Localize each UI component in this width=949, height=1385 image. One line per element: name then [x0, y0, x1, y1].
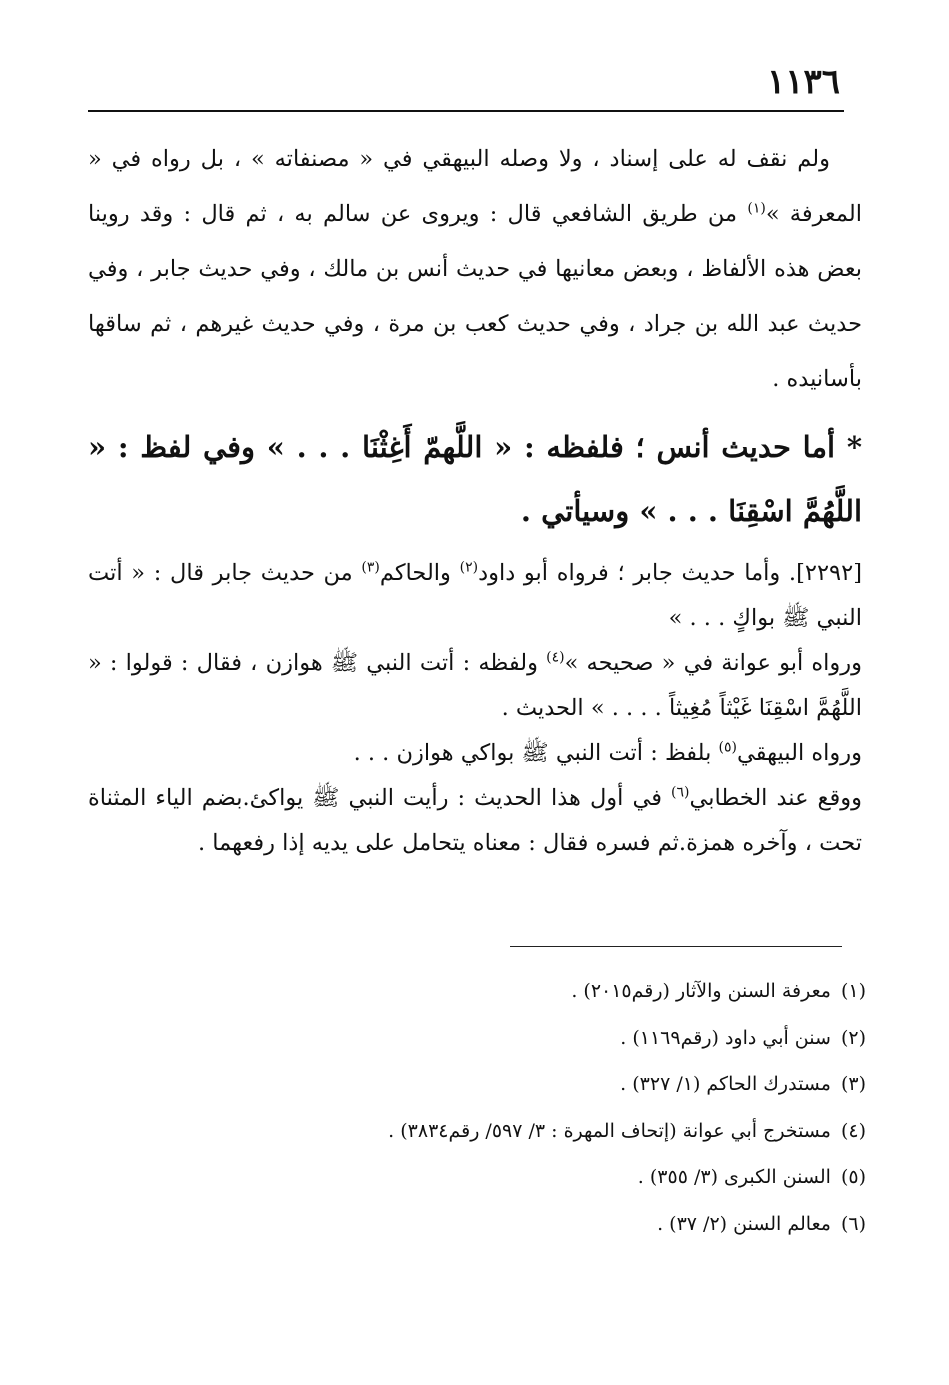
page-header: [88, 58, 844, 112]
khattabi-rest: في أول هذا الحديث : رأيت النبي ﷺ يواكئ.بضم الياء المثناة تحت ، وآخره همزة.ثم فسره فقال : معناه يتحامل على يديه إذا رفعهما .: [88, 785, 862, 856]
footnote-number: (٣): [840, 1073, 866, 1095]
intro-rest-text: من طريق الشافعي قال : ويروى عن سالم به ، ثم قال : وقد روينا بعض هذه الألفاظ ، وبعض معانيها في حديث أنس بن مالك ، وفي حديث جابر ، وفي حديث عبد الله بن جراد ، وفي حديث كعب بن مرة ، وفي حديث غيرهم ، ثم ساقها بأسانيده .: [88, 201, 862, 392]
footnote-ref-3: (٣): [361, 559, 380, 576]
footnote-item: [88, 1154, 866, 1201]
page-number: ١١٣٦: [766, 62, 840, 102]
intro-text: ولم نقف له على إسناد ، ولا وصله البيهقي في « مصنفاته » ، بل رواه في « المعرفة »: [88, 146, 863, 227]
awana-rest: ولفظه : أتت النبي ﷺ هوازن ، فقال : قولوا : « اللَّهُمَّ اسْقِنَا غَيْثاً مُغِيثاً . . . . » الحديث .: [88, 650, 862, 721]
footnote-number: (٢): [840, 1026, 866, 1049]
footnote-item: [88, 1061, 866, 1108]
intro-paragraph: [88, 132, 862, 407]
jabir-text: [٢٢٩٢]. وأما حديث جابر ؛ فرواه أبو داود: [478, 560, 862, 586]
khattabi-paragraph: [88, 776, 862, 866]
footnote-text: معرفة السنن والآثار (رقم٢٠١٥) .: [571, 980, 831, 1002]
footnote-item: [88, 1015, 866, 1062]
awana-text: ورواه أبو عوانة في « صحيحه »: [564, 650, 862, 676]
footnote-number: (١): [840, 980, 866, 1002]
footnote-text: معالم السنن (٢/ ٣٧) .: [657, 1212, 831, 1235]
footnote-number: (٤): [840, 1119, 866, 1142]
footnote-text: مستدرك الحاكم (١/ ٣٢٧) .: [620, 1073, 831, 1095]
khattabi-text: ووقع عند الخطابي: [689, 785, 862, 811]
footnote-number: (٥): [840, 1166, 866, 1188]
jabir-hakim: والحاكم: [379, 560, 460, 586]
footnote-ref-6: (٦): [671, 784, 690, 801]
anas-hadith-heading: * أما حديث أنس ؛ فلفظه : « اللَّهمّ أَغِثْنَا . . . » وفي لفظ : « اللَّهُمَّ اسْقِنَا . . . » وسيأتي .: [88, 430, 862, 528]
footnote-ref-2: (٢): [459, 559, 479, 576]
footnote-text: السنن الكبرى (٣/ ٣٥٥) .: [637, 1166, 831, 1188]
bayhaqi-rest: بلفظ : أتت النبي ﷺ بواكي هوازن . . .: [353, 740, 719, 766]
footnotes: [88, 968, 866, 1247]
footnote-ref-5: (٥): [718, 739, 738, 756]
footnote-ref-1: (١): [747, 200, 766, 217]
footnote-number: (٦): [840, 1212, 866, 1235]
footnote-item: [88, 968, 866, 1015]
main-text: [88, 132, 862, 866]
bayhaqi-paragraph: [88, 731, 862, 776]
footnote-item: [88, 1108, 866, 1155]
footnote-item: [88, 1201, 866, 1248]
bayhaqi-text: ورواه البيهقي: [737, 740, 862, 766]
jabir-paragraph: [88, 551, 862, 641]
footnote-text: مستخرج أبي عوانة (إتحاف المهرة : ٣/ ٥٩٧/ رقم٣٨٣٤) .: [388, 1119, 831, 1142]
footnote-text: سنن أبي داود (رقم١١٦٩) .: [620, 1026, 831, 1049]
jabir-rest: من حديث جابر قال : « أتت النبي ﷺ بواكٍ . . . »: [88, 560, 862, 631]
awana-paragraph: [88, 641, 862, 731]
footnote-ref-4: (٤): [546, 649, 565, 666]
footnote-divider: [510, 946, 842, 947]
